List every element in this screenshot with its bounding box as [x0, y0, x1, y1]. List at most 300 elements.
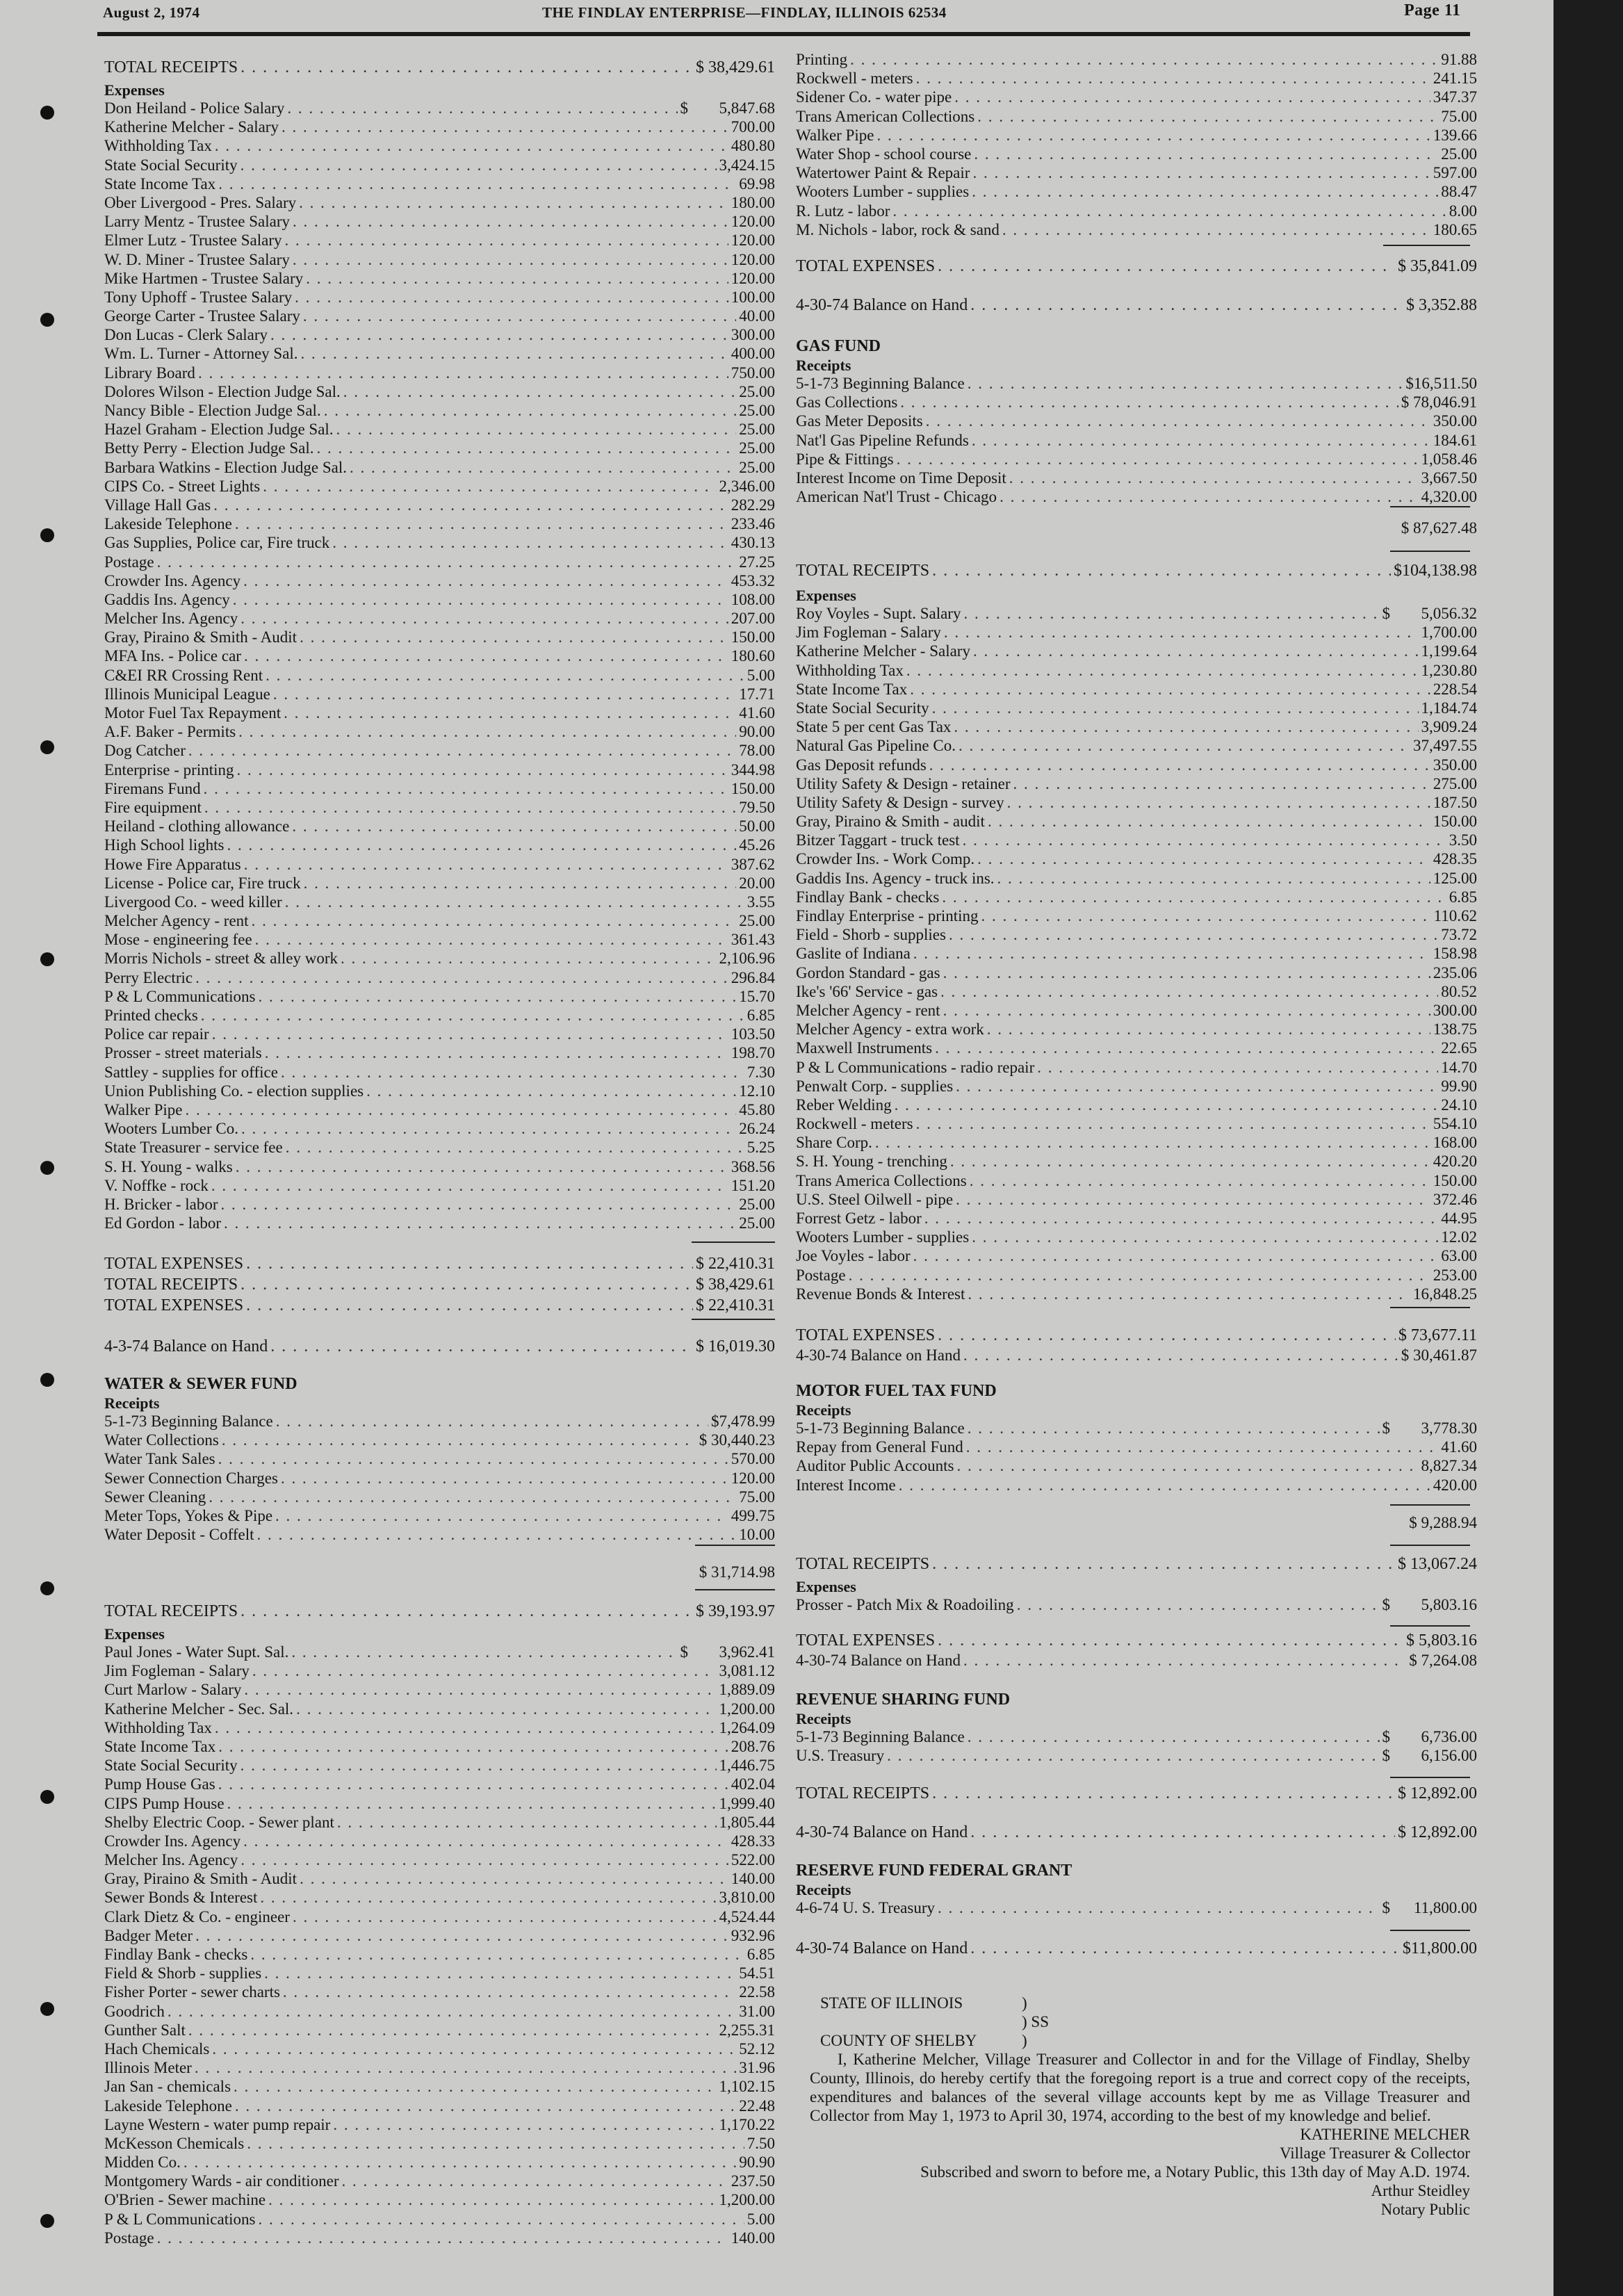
dot-leader: [204, 798, 736, 817]
line-item-amount: 241.15: [1433, 70, 1477, 88]
dot-leader: [949, 925, 1438, 944]
line-item-label: Sewer Cleaning: [104, 1488, 206, 1506]
dot-leader: [324, 401, 737, 420]
state-line: [810, 1994, 1470, 2012]
ledger-row: [104, 874, 775, 893]
currency-sign: $: [1382, 1596, 1390, 1613]
total-underline: [1390, 1307, 1470, 1308]
line-item-amount: 350.00: [1433, 412, 1477, 430]
total-receipts-row: TOTAL RECEIPTS . . . $ 12,892.00: [796, 1783, 1477, 1804]
dot-leader: [270, 325, 728, 344]
line-item-amount: $ 78,046.91: [1401, 393, 1477, 412]
punch-hole: [40, 952, 54, 966]
line-item-label: Gray, Piraino & Smith - Audit: [104, 1870, 297, 1888]
subtotal-underline: [1390, 1504, 1470, 1506]
line-item-amount: 3.55: [747, 893, 775, 911]
dot-leader: [218, 1449, 728, 1468]
line-item-label: Meter Tops, Yokes & Pipe: [104, 1506, 273, 1524]
line-item-label: Don Lucas - Clerk Salary: [104, 326, 268, 344]
ledger-row: [796, 412, 1477, 430]
ledger-row: [104, 2134, 775, 2153]
currency-sign: $: [680, 99, 688, 117]
line-item-label: Hazel Graham - Election Judge Sal.: [104, 421, 334, 439]
line-item-label: George Carter - Trustee Salary: [104, 307, 300, 325]
line-item-label: Katherine Melcher - Sec. Sal.: [104, 1700, 294, 1718]
dot-leader: [241, 1119, 736, 1138]
line-item-amount: 80.52: [1441, 982, 1477, 1000]
dot-leader: [342, 2172, 728, 2190]
line-item-label: Union Publishing Co. - election supplies: [104, 1082, 364, 1100]
ledger-row: [796, 1727, 1477, 1746]
ledger-row: [104, 1643, 775, 1661]
dot-leader: [1007, 793, 1430, 812]
line-item-amount: 207.00: [731, 610, 775, 628]
line-item-amount: 180.00: [731, 193, 775, 211]
ledger-row: [796, 1898, 1477, 1917]
ledger-row: [104, 1907, 775, 1926]
line-item-amount: 208.76: [731, 1737, 775, 1755]
ledger-row: [104, 1775, 775, 1793]
line-item-amount: 1,889.09: [719, 1681, 775, 1699]
line-item-label: Water Shop - school course: [796, 145, 972, 163]
line-item-amount: 25.00: [739, 439, 775, 457]
line-item-amount: 6.85: [1449, 888, 1477, 906]
ledger-row: [796, 812, 1477, 831]
masthead-rule: [97, 32, 1470, 36]
line-item-label: State 5 per cent Gas Tax: [796, 718, 952, 736]
dot-leader: [244, 646, 728, 665]
line-item-label: Elmer Lutz - Trustee Salary: [104, 231, 282, 250]
line-item-amount: 75.00: [739, 1488, 775, 1506]
line-item-amount: 120.00: [731, 231, 775, 250]
line-item-label: Utility Safety & Design - retainer: [796, 774, 1011, 792]
dot-leader: [887, 1746, 1379, 1765]
dot-leader: [300, 1869, 728, 1888]
line-item-amount: 79.50: [739, 798, 775, 816]
ledger-row: [796, 1190, 1477, 1209]
line-item-label: Larry Mentz - Trustee Salary: [104, 213, 290, 231]
masthead: [97, 1, 1474, 29]
dot-leader: [218, 1737, 728, 1756]
line-item-label: Paul Jones - Water Supt. Sal.: [104, 1643, 289, 1661]
punch-hole: [40, 1581, 54, 1595]
dot-leader: [897, 450, 1419, 469]
line-item-label: C&EI RR Crossing Rent: [104, 666, 263, 684]
page-number: Page 11: [1404, 1, 1461, 19]
line-item-label: Crowder Ins. - Work Comp.: [796, 850, 975, 868]
dot-leader: [293, 250, 728, 269]
line-item-amount: 296.84: [731, 968, 775, 986]
dot-leader: [910, 680, 1430, 699]
line-item-amount: 430.13: [731, 534, 775, 552]
ledger-row: [104, 987, 775, 1006]
ledger-row: [104, 836, 775, 854]
ledger-row: [104, 1176, 775, 1195]
ledger-row: [796, 107, 1477, 126]
dot-leader: [252, 1661, 717, 1680]
currency-sign: $: [1382, 1728, 1390, 1745]
line-item-label: Water Collections: [104, 1431, 219, 1449]
dot-leader: [972, 163, 1430, 182]
line-item-label: P & L Communications: [104, 2210, 256, 2228]
line-item-label: Share Corp.: [796, 1134, 872, 1152]
line-item-amount: 387.62: [731, 855, 775, 873]
line-item-label: State Social Security: [796, 699, 929, 717]
dot-leader: [157, 2229, 728, 2247]
line-item-amount: 25.00: [739, 458, 775, 476]
dot-leader: [963, 604, 1379, 623]
line-item-label: Natural Gas Pipeline Co.: [796, 737, 956, 755]
dot-leader: [224, 1214, 736, 1232]
dot-leader: [892, 202, 1446, 220]
line-item-label: Gaddis Ins. Agency - truck ins.: [796, 869, 995, 887]
line-item-amount: 4,320.00: [1421, 488, 1477, 506]
line-item-amount: 3,909.24: [1421, 718, 1477, 736]
punch-hole: [40, 1790, 54, 1804]
line-item-label: Pipe & Fittings: [796, 450, 894, 468]
line-item-label: Hach Chemicals: [104, 2039, 210, 2058]
ledger-row: [104, 1661, 775, 1680]
dot-leader: [963, 831, 1446, 849]
ledger-row: [104, 1100, 775, 1119]
ledger-row: [796, 182, 1477, 201]
line-item-amount: $16,511.50: [1405, 375, 1477, 392]
line-item-amount: 1,058.46: [1421, 450, 1477, 468]
line-item-amount: 228.54: [1433, 680, 1477, 698]
dot-leader: [997, 869, 1430, 888]
water-expenses: [104, 1625, 775, 2247]
dot-leader: [849, 1266, 1430, 1285]
ledger-row: [104, 364, 775, 382]
line-item-label: Sattley - supplies for office: [104, 1063, 278, 1081]
water-expense-list: [104, 1643, 775, 2247]
line-item-label: High School lights: [104, 836, 225, 854]
dot-leader: [255, 930, 728, 949]
line-item-label: S. H. Young - trenching: [796, 1153, 947, 1171]
line-item-amount: 932.96: [731, 1926, 775, 1944]
dot-leader: [332, 533, 728, 552]
line-item-label: Postage: [104, 553, 154, 571]
line-item-label: Perry Electric: [104, 968, 193, 986]
ledger-row: [796, 906, 1477, 925]
dot-leader: [286, 1138, 744, 1157]
ledger-row: [104, 156, 775, 174]
dot-leader: [243, 1832, 728, 1850]
dot-leader: [235, 514, 728, 533]
line-item-amount: 6,156.00: [1421, 1747, 1477, 1765]
dot-leader: [284, 703, 736, 722]
line-item-amount: 1,805.44: [719, 1813, 775, 1831]
ledger-row: [796, 69, 1477, 88]
line-item-label: Clark Dietz & Co. - engineer: [104, 1907, 290, 1925]
dot-leader: [1009, 469, 1419, 487]
line-item-amount: 26.24: [739, 1120, 775, 1138]
dot-leader: [954, 88, 1430, 106]
gas-total-receipts: [796, 560, 1477, 581]
line-item-label: Howe Fire Apparatus: [104, 855, 241, 873]
dot-leader: [968, 1419, 1380, 1438]
dot-leader: [940, 982, 1438, 1001]
ledger-row: [796, 925, 1477, 944]
ledger-row: [796, 849, 1477, 868]
line-item-label: A.F. Baker - Permits: [104, 723, 236, 741]
line-item-amount: 4,524.44: [719, 1907, 775, 1925]
line-item-amount: 10.00: [739, 1526, 775, 1544]
line-item-label: S. H. Young - walks: [104, 1157, 233, 1175]
ledger-row: [796, 1595, 1477, 1614]
ledger-row: [104, 1680, 775, 1699]
line-item-label: Heiland - clothing allowance: [104, 817, 290, 836]
dot-leader: [350, 458, 736, 477]
line-item-amount: 27.25: [739, 553, 775, 571]
line-item-label: Lakeside Telephone: [104, 515, 232, 533]
ledger-row: [796, 831, 1477, 849]
line-item-label: State Treasurer - service fee: [104, 1139, 283, 1157]
line-item-amount: 120.00: [731, 269, 775, 287]
dot-leader: [317, 439, 737, 457]
line-item-label: Findlay Bank - checks: [796, 888, 940, 906]
line-item-label: Melcher Agency - rent: [104, 912, 249, 930]
ledger-row: [796, 1456, 1477, 1475]
revenue-sharing-total: [796, 1783, 1477, 1804]
line-item-amount: 140.00: [731, 2229, 775, 2247]
ledger-row: [796, 145, 1477, 163]
dot-leader: [337, 1813, 717, 1832]
line-item-amount: 120.00: [731, 250, 775, 268]
total-receipts-row: TOTAL RECEIPTS . . . $ 38,429.61: [104, 57, 775, 78]
ledger-row: [104, 1794, 775, 1813]
line-item-amount: 5,847.68: [719, 99, 775, 117]
line-item-amount: 344.98: [731, 760, 775, 779]
dot-leader: [244, 855, 728, 874]
dot-leader: [227, 836, 737, 854]
ledger-row: [104, 250, 775, 269]
dot-leader: [972, 182, 1438, 201]
line-item-label: Walker Pipe: [104, 1100, 183, 1118]
dot-leader: [906, 661, 1419, 680]
gas-subtotal: [796, 518, 1477, 539]
dot-leader: [227, 1794, 717, 1813]
ledger-row: [104, 722, 775, 741]
line-item-label: Shelby Electric Coop. - Sewer plant: [104, 1813, 334, 1831]
gas-expense-list: [796, 604, 1477, 1303]
currency-sign: $: [680, 1643, 688, 1661]
dot-leader: [950, 1152, 1430, 1171]
line-item-label: Jim Fogleman - Salary: [796, 624, 941, 642]
line-item-amount: 108.00: [731, 590, 775, 608]
line-item-label: TOTAL EXPENSES: [104, 1255, 244, 1273]
ledger-row: [104, 193, 775, 212]
dot-leader: [238, 722, 736, 741]
line-item-label: Prosser - Patch Mix & Roadoiling: [796, 1596, 1014, 1613]
subtotal-amount: $ 31,714.98: [699, 1563, 775, 1581]
dot-leader: [281, 1469, 728, 1488]
dot-leader: [987, 1020, 1430, 1039]
ledger-row: [104, 1964, 775, 1982]
line-item-label: Ike's '66' Service - gas: [796, 982, 938, 1000]
line-item-amount: 168.00: [1433, 1134, 1477, 1152]
ledger-row: [104, 685, 775, 703]
line-item-label: Betty Perry - Election Judge Sal.: [104, 439, 314, 457]
dot-leader: [341, 949, 717, 968]
line-item-label: U.S. Treasury: [796, 1747, 885, 1765]
dot-leader: [195, 1926, 728, 1945]
total-receipts-row: TOTAL RECEIPTS . . . $ 39,193.97: [104, 1601, 775, 1622]
punch-hole: [40, 106, 54, 120]
dot-leader: [235, 2096, 736, 2115]
line-item-amount: 233.46: [731, 515, 775, 533]
dot-leader: [293, 212, 728, 231]
dot-leader: [204, 779, 728, 798]
dot-leader: [875, 1133, 1430, 1152]
line-item-amount: 1,102.15: [719, 2078, 775, 2096]
ledger-row: [796, 1077, 1477, 1096]
ledger-row: [796, 623, 1477, 642]
general-total-receipts: [104, 57, 775, 78]
line-item-label: Gordon Standard - gas: [796, 963, 940, 982]
line-item-label: Firemans Fund: [104, 779, 201, 797]
line-item-amount: 1,446.75: [719, 1757, 775, 1775]
line-item-amount: 5.25: [747, 1139, 775, 1157]
ledger-row: [104, 269, 775, 288]
line-item-amount: 1,170.22: [719, 2115, 775, 2133]
line-item-label: Katherine Melcher - Salary: [104, 118, 279, 136]
subtotal-amount: $ 87,627.48: [1401, 519, 1477, 537]
line-item-amount: 90.90: [739, 2153, 775, 2172]
ledger-row: [104, 1195, 775, 1214]
ledger-row: [796, 982, 1477, 1001]
ledger-row: [796, 450, 1477, 469]
dot-leader: [282, 117, 728, 136]
line-item-label: Gas Deposit refunds: [796, 756, 927, 774]
water-expense-cont-list: [796, 50, 1477, 239]
dot-leader: [221, 1195, 737, 1214]
dot-leader: [246, 1295, 693, 1316]
dot-leader: [968, 374, 1403, 393]
ledger-row: [104, 741, 775, 760]
bracket: ): [1022, 2032, 1027, 2049]
line-item-label: State Income Tax: [104, 174, 216, 193]
line-item-amount: 700.00: [731, 118, 775, 136]
dot-leader: [213, 496, 728, 514]
line-item-label: Pump House Gas: [104, 1775, 215, 1793]
motor-fuel-expenses: [796, 1578, 1477, 1614]
dot-leader: [916, 69, 1430, 88]
line-item-amount: 184.61: [1433, 431, 1477, 449]
line-item-amount: 120.00: [731, 213, 775, 231]
line-item-amount: $7,478.99: [711, 1412, 775, 1430]
line-item-amount: 1,184.74: [1421, 699, 1477, 717]
ledger-row: [104, 136, 775, 155]
subtotal-underline: [695, 1589, 775, 1590]
ledger-row: [104, 2077, 775, 2096]
line-item-amount: 300.00: [731, 326, 775, 344]
ledger-row: [104, 1119, 775, 1138]
dot-leader: [244, 1680, 716, 1699]
line-item-amount: 25.00: [739, 912, 775, 930]
ledger-row: [796, 1039, 1477, 1057]
ledger-row: [104, 590, 775, 609]
line-item-label: Gray, Piraino & Smith - audit: [796, 813, 985, 831]
dot-leader: [258, 2210, 744, 2229]
ledger-row: [796, 680, 1477, 699]
fund-title: GAS FUND: [796, 337, 881, 355]
ledger-row: [796, 661, 1477, 680]
line-item-amount: 198.70: [731, 1044, 775, 1062]
line-item-label: Bitzer Taggart - truck test: [796, 831, 960, 849]
dot-leader: [296, 1700, 716, 1718]
dot-leader: [260, 1888, 716, 1907]
dot-leader: [240, 1756, 717, 1775]
ledger-row: [796, 220, 1477, 239]
ledger-row: [796, 1114, 1477, 1133]
ledger-row: [104, 1295, 775, 1316]
line-item-label: Lakeside Telephone: [104, 2096, 232, 2115]
water-receipt-list: [104, 1412, 775, 1544]
dot-leader: [209, 1488, 736, 1506]
ledger-row: [104, 1431, 775, 1449]
line-item-label: Withholding Tax: [104, 137, 212, 155]
dot-leader: [281, 1063, 744, 1082]
line-item-amount: 7.50: [747, 2134, 775, 2152]
line-item-label: U.S. Steel Oilwell - pipe: [796, 1190, 954, 1208]
dot-leader: [188, 2021, 717, 2039]
line-item-amount: 402.04: [731, 1775, 775, 1793]
line-item-amount: 45.26: [739, 836, 775, 854]
line-item-amount: 11,800.00: [1413, 1899, 1477, 1916]
ledger-row: [104, 231, 775, 250]
line-item-amount: 25.00: [739, 382, 775, 400]
notary-title: Notary Public: [1380, 2201, 1470, 2218]
line-item-amount: 361.43: [731, 931, 775, 949]
line-item-label: Livergood Co. - weed killer: [104, 893, 282, 911]
water-total-receipts: [104, 1601, 775, 1622]
dot-leader: [973, 642, 1419, 660]
line-item-label: Sidener Co. - water pipe: [796, 88, 952, 106]
line-item-label: Roy Voyles - Supt. Salary: [796, 605, 961, 622]
line-item-label: Gaslite of Indiana: [796, 945, 911, 963]
ledger-row: [104, 496, 775, 514]
line-item-amount: 282.29: [731, 496, 775, 514]
line-item-label: Interest Income on Time Deposit: [796, 469, 1006, 487]
line-item-label: Reber Welding: [796, 1096, 892, 1114]
line-item-label: Goodrich: [104, 2002, 165, 2020]
line-item-amount: 2,255.31: [719, 2021, 775, 2039]
reserve-receipt-list: [796, 1898, 1477, 1917]
ledger-row: [796, 963, 1477, 982]
dot-leader: [211, 1176, 728, 1195]
line-item-amount: 110.62: [1433, 907, 1477, 925]
line-item-label: State Social Security: [104, 156, 238, 174]
ledger-row: [796, 393, 1477, 412]
line-item-amount: 75.00: [1441, 107, 1477, 125]
total-underline: [692, 1241, 775, 1243]
ledger-row: [104, 968, 775, 987]
ledger-row: [796, 1266, 1477, 1285]
line-item-label: Crowder Ins. Agency: [104, 1832, 241, 1850]
line-item-amount: 372.46: [1433, 1190, 1477, 1208]
bracket: ): [1022, 1994, 1027, 2012]
line-item-amount: 428.33: [731, 1832, 775, 1850]
dot-leader: [287, 99, 677, 117]
line-item-label: 5-1-73 Beginning Balance: [796, 1419, 965, 1437]
ledger-row: [104, 1449, 775, 1468]
line-item-amount: 120.00: [731, 1469, 775, 1487]
ledger-row: [104, 609, 775, 628]
ledger-row: [104, 1700, 775, 1718]
dot-leader: [201, 1006, 744, 1025]
line-item-label: State Income Tax: [104, 1737, 216, 1755]
